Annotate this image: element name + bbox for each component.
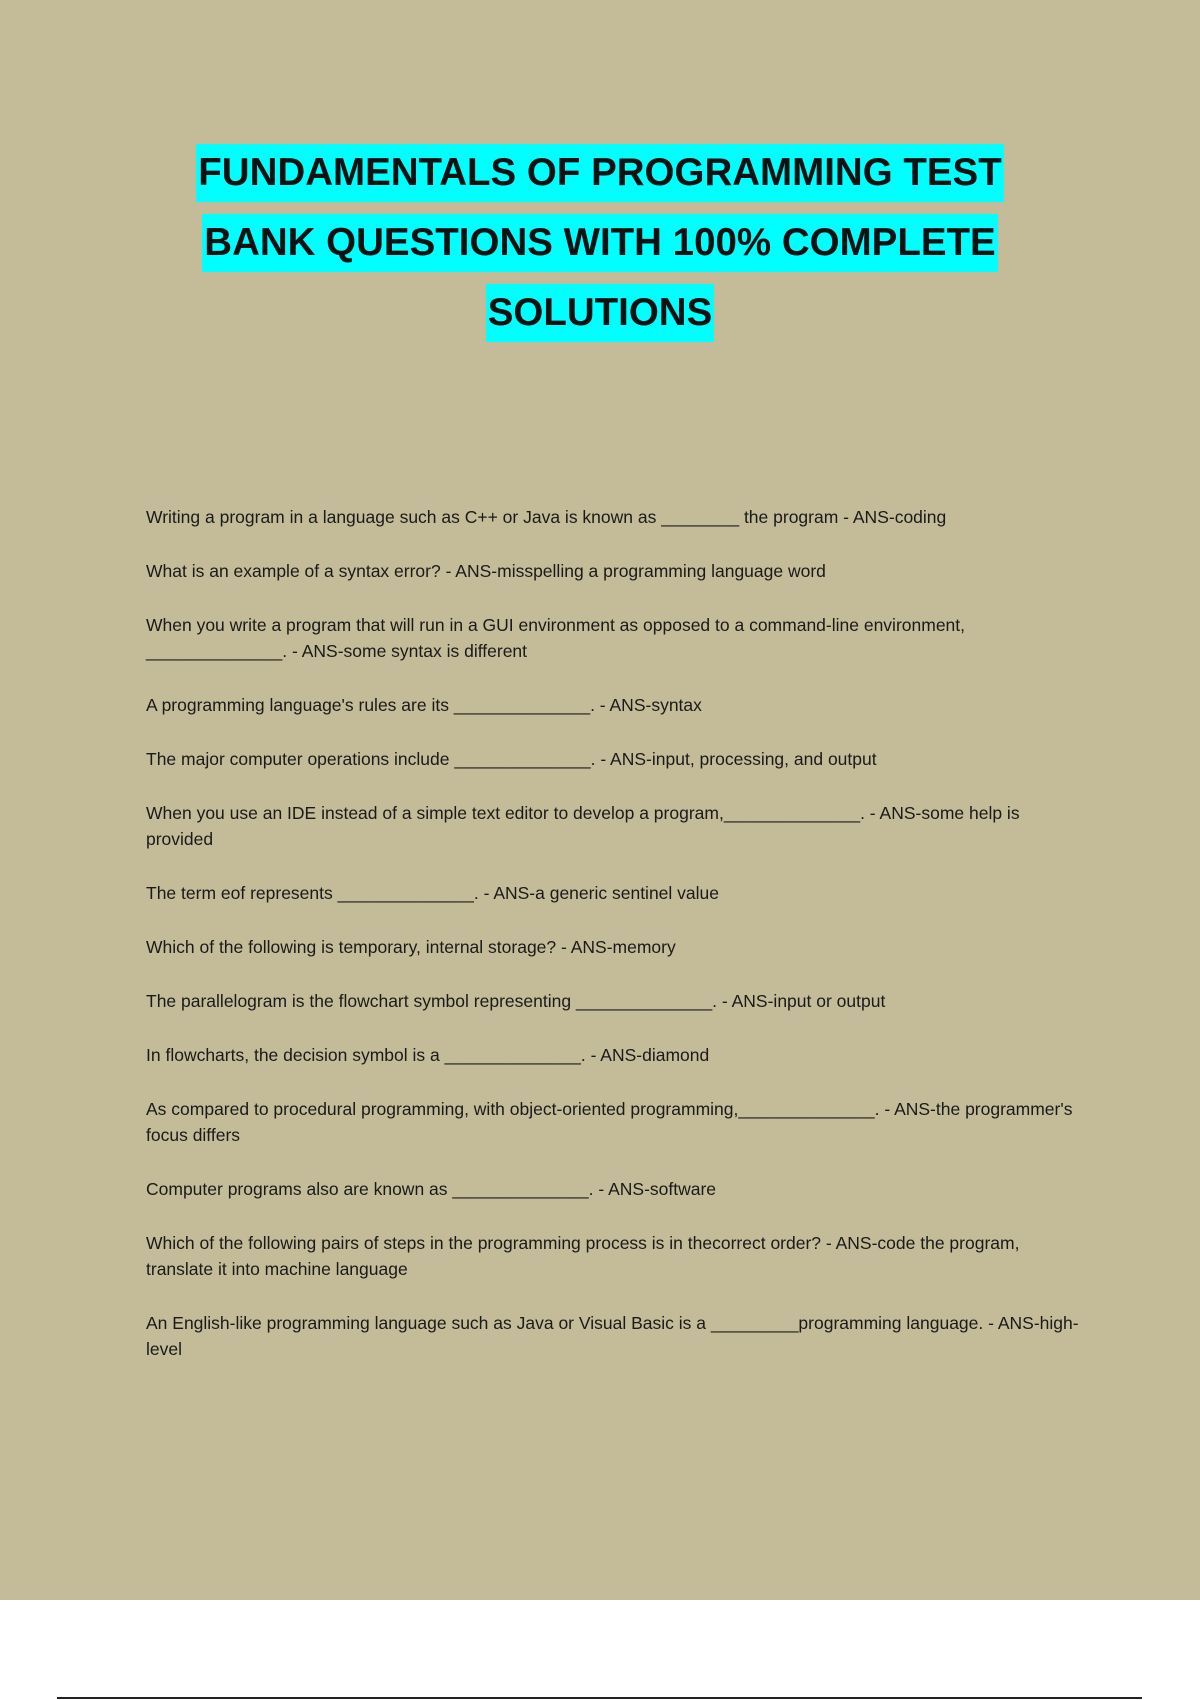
qa-item: Writing a program in a language such as C++ or Java is known as ________ the program - ANS-coding (146, 507, 947, 527)
qa-item: When you write a program that will run in a GUI environment as opposed to a command-line environment, ______________. - ANS-some syntax is different (146, 615, 966, 661)
qa-item: The term eof represents ______________. - ANS-a generic sentinel value (146, 883, 719, 903)
qa-item: What is an example of a syntax error? - ANS-misspelling a programming language word (146, 561, 826, 581)
qa-item: A programming language's rules are its ______________. - ANS-syntax (146, 695, 702, 715)
title-line-3: SOLUTIONS (486, 284, 715, 342)
qa-list (146, 504, 1086, 1390)
qa-item: When you use an IDE instead of a simple text editor to develop a program,______________. - ANS-some help is provided (146, 803, 1020, 849)
qa-item: The parallelogram is the flowchart symbol representing ______________. - ANS-input or output (146, 991, 886, 1011)
qa-item: Which of the following is temporary, internal storage? - ANS-memory (146, 937, 676, 957)
qa-item: The major computer operations include ______________. - ANS-input, processing, and output (146, 749, 877, 769)
qa-item: Computer programs also are known as ______________. - ANS-software (146, 1179, 717, 1199)
qa-item: Which of the following pairs of steps in the programming process is in thecorrect order? - ANS-code the program, translate it into machine language (146, 1233, 1020, 1279)
qa-item: In flowcharts, the decision symbol is a ______________. - ANS-diamond (146, 1045, 710, 1065)
title-line-1: FUNDAMENTALS OF PROGRAMMING TEST (196, 144, 1003, 202)
title-line-2: BANK QUESTIONS WITH 100% COMPLETE (202, 214, 997, 272)
document-title (0, 138, 1200, 348)
footer-divider (57, 1697, 1142, 1699)
qa-item: As compared to procedural programming, with object-oriented programming,______________. - ANS-the programmer's focus differs (146, 1099, 1073, 1145)
qa-item: An English-like programming language such as Java or Visual Basic is a _________programming language. - ANS-high-level (146, 1313, 1079, 1359)
